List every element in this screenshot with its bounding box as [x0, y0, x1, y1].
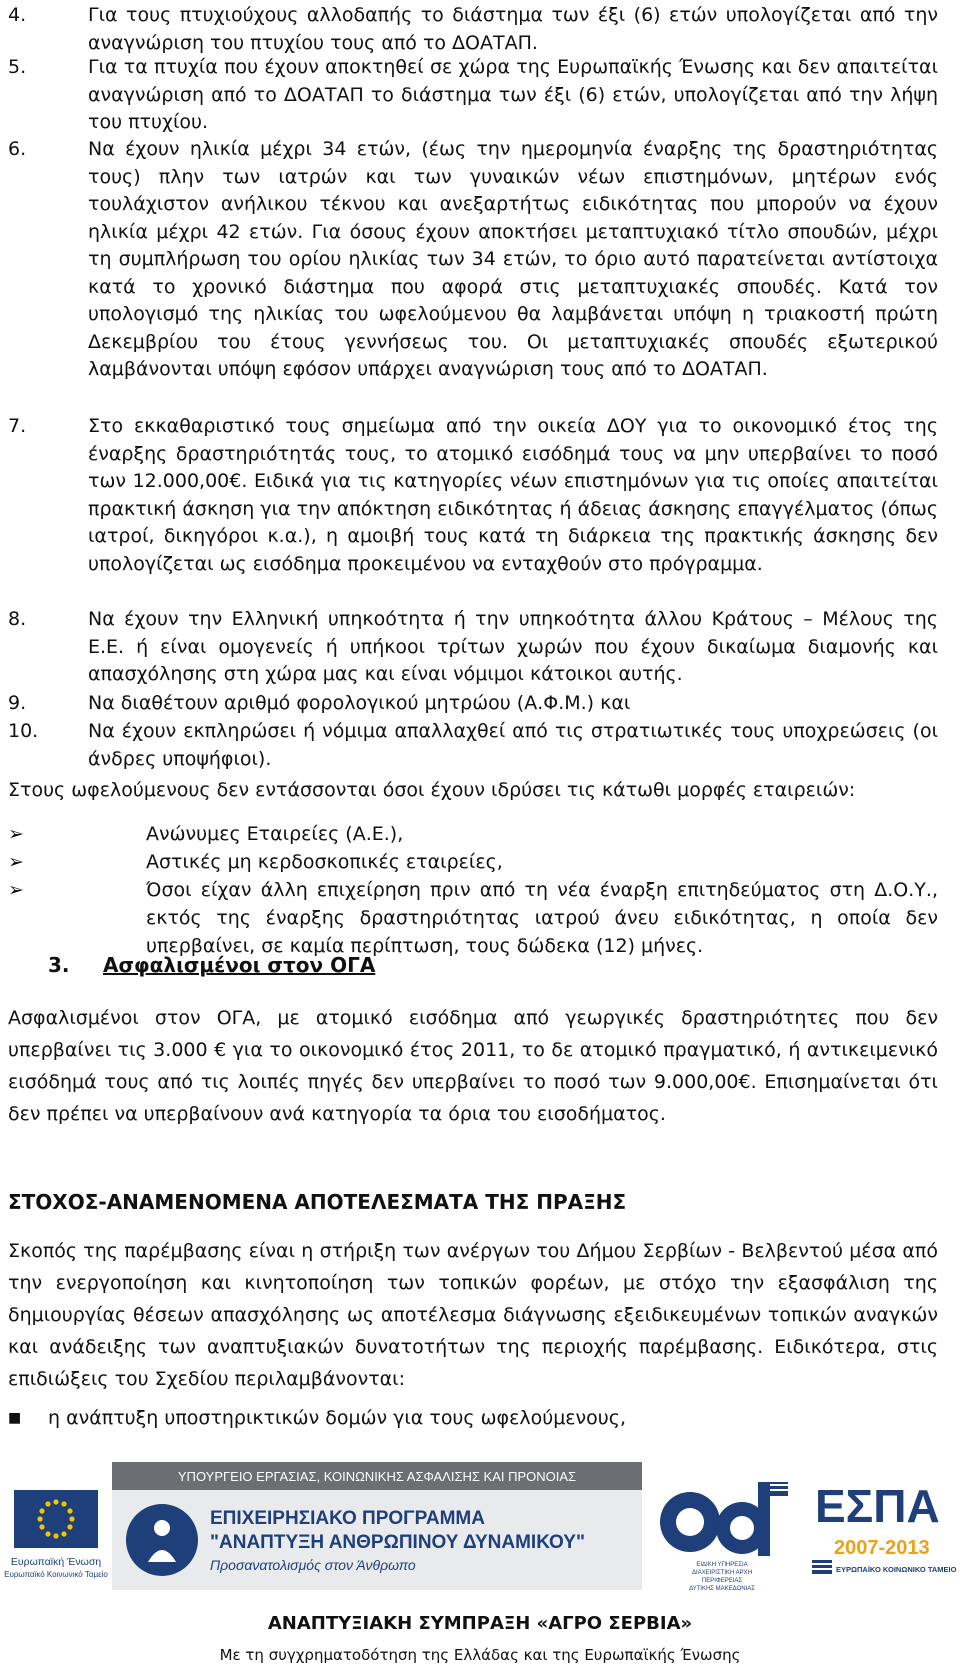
item-number: 6.: [8, 138, 27, 160]
arrow-bullet-icon: ➢: [8, 823, 24, 845]
footer-title: ΑΝΑΠΤΥΞΙΑΚΗ ΣΥΜΠΡΑΞΗ «ΑΓΡΟ ΣΕΡΒΙΑ»: [267, 1613, 693, 1634]
program-title-1: ΕΠΙΧΕΙΡΗΣΙΑΚΟ ΠΡΟΓΡΑΜΜΑ: [210, 1508, 485, 1529]
square-bullet-icon: ■: [8, 1410, 22, 1426]
item-number: 4.: [8, 4, 27, 26]
item-text: Για τα πτυχία που έχουν αποκτηθεί σε χώρα της Ευρωπαϊκής Ένωσης και δεν απαιτείται αναγνώριση από το ΔΟΑΤΑΠ το διάστημα των έξι (6) ετών, υπολογίζεται από την λήψη του πτυχίου.: [88, 56, 938, 133]
item-text: Αστικές μη κερδοσκοπικές εταιρείες,: [146, 851, 503, 873]
item-number: 7.: [8, 415, 27, 437]
list-item: [8, 606, 938, 689]
item-text: Ανώνυμες Εταιρείες (Α.Ε.),: [146, 823, 404, 845]
section-heading: [48, 953, 375, 977]
item-text: Για τους πτυχιούχους αλλοδαπής το διάστημα των έξι (6) ετών υπολογίζεται από την αναγνώριση του πτυχίου τους από το ΔΟΑΤΑΠ.: [88, 4, 938, 54]
eu-caption-2: Ευρωπαϊκό Κοινωνικό Ταμείο: [4, 1570, 108, 1579]
authority-caption-2: ΔΙΑΧΕΙΡΙΣΤΙΚΗ ΑΡΧΗ: [691, 1570, 753, 1576]
authority-caption-3: ΠΕΡΙΦΕΡΕΙΑΣ: [701, 1578, 743, 1584]
greek-flag-icon: [812, 1560, 832, 1574]
espa-fund: ΕΥΡΩΠΑΪΚΟ ΚΟΙΝΩΝΙΚΟ ΤΑΜΕΙΟ: [836, 1565, 957, 1574]
list-item: [8, 54, 938, 137]
authority-caption-4: ΔΥΤΙΚΗΣ ΜΑΚΕΔΟΝΙΑΣ: [689, 1586, 755, 1592]
footer-note: Με τη συγχρηματοδότηση της Ελλάδας και της Ευρωπαϊκής Ένωσης: [219, 1646, 741, 1664]
program-emblem-icon: [126, 1504, 198, 1576]
exclusion-intro: Στους ωφελούμενους δεν εντάσσονται όσοι έχουν ιδρύσει τις κάτωθι μορφές εταιρειών:: [8, 779, 856, 801]
ministry-title: ΥΠΟΥΡΓΕΙΟ ΕΡΓΑΣΙΑΣ, ΚΟΙΝΩΝΙΚΗΣ ΑΣΦΑΛΙΣΗΣ ΚΑΙ ΠΡΟΝΟΙΑΣ: [177, 1469, 577, 1484]
item-text: Να έχουν ηλικία μέχρι 34 ετών, (έως την ημερομηνία έναρξης της δραστηριότητας τους) πλην των ιατρών και των γυναικών νέων επιστημόνων, μητέρων ενός τουλάχιστον ανήλικου τέκνου και ανεξαρτήτως ειδικότητας που μπορούν να έχουν ηλικία μέχρι 42 ετών. Για όσους έχουν αποκτήσει μεταπτυχιακό τίτλο σπουδών, μέχρι τη συμπλήρωση του ορίου ηλικίας των 34 ετών, το όριο αυτό παρατείνεται αντίστοιχα κατά το χρονικό διάστημα που αφορά στις μεταπτυχιακές σπουδές. Κατά τον υπολογισμό της ηλικίας του ωφελούμενου θα λαμβάνεται υπόψη η τριακοστή πρώτη Δεκεμβρίου του έτους γεννήσεως του. Οι μεταπτυχιακές σπουδές εξωτερικού λαμβάνονται υπόψη εφόσον υπάρχει αναγνώριση τους από το ΔΟΑΤΑΠ.: [88, 138, 938, 380]
section-paragraph: Ασφαλισμένοι στον ΟΓΑ, με ατομικό εισόδημα από γεωργικές δραστηριότητες που δεν υπερβαίνει τις 3.000 € για το οικονομικό έτος 2011, το δε ατομικό πραγματικό, ή αντικειμενικό εισόδημά τους από τις λοιπές πηγές δεν υπερβαίνει το ποσό των 9.000,00€. Επισημαίνεται ότι δεν πρέπει να υπερβαίνουν ανά κατηγορία τα όρια του εισοδήματος.: [8, 1007, 938, 1125]
item-text: Στο εκκαθαριστικό τους σημείωμα από την οικεία ΔΟΥ για το οικονομικό έτος της έναρξης δραστηριότητάς τους, το ατομικό εισόδημά τους να μην υπερβαίνει το ποσό των 12.000,00€. Ειδικά για τις κατηγορίες νέων επιστημόνων για τις οποίες απαιτείται πρακτική άσκηση για την απόκτηση ειδικότητας ή άδειας άσκησης επαγγέλματος (όπως ιατροί, δικηγόροι κ.α.), η αμοιβή τους κατά τη διάρκεια της πρακτικής άσκησης δεν υπολογίζεται ως εισόδημα προκειμένου να ενταχθούν στο πρόγραμμα.: [88, 415, 938, 575]
item-number: 9.: [8, 692, 27, 714]
goals-heading: ΣΤΟΧΟΣ-ΑΝΑΜΕΝΟΜΕΝΑ ΑΠΟΤΕΛΕΣΜΑΤΑ ΤΗΣ ΠΡΑΞΗΣ: [8, 1190, 627, 1214]
authority-caption-1: ΕΙΔΙΚΗ ΥΠΗΡΕΣΙΑ: [696, 1562, 748, 1568]
espa-years: 2007-2013: [834, 1537, 930, 1559]
list-item: [8, 413, 938, 578]
item-number: 8.: [8, 608, 27, 630]
espa-title: ΕΣΠΑ: [815, 1480, 940, 1532]
arrow-bullet-icon: ➢: [8, 879, 24, 901]
list-item: [8, 820, 938, 848]
item-text: η ανάπτυξη υποστηρικτικών δομών για τους ωφελούμενους,: [48, 1407, 626, 1429]
list-item: [8, 2, 938, 57]
eu-flag-logo: [4, 1490, 108, 1579]
list-item: [8, 1404, 626, 1432]
item-text: Να διαθέτουν αριθμό φορολογικού μητρώου (Α.Φ.Μ.) και: [88, 692, 631, 714]
arrow-bullet-icon: ➢: [8, 851, 24, 873]
goals-paragraph: Σκοπός της παρέμβασης είναι η στήριξη των ανέργων του Δήμου Σερβίων - Βελβεντού μέσα από την ενεργοποίηση και κινητοποίηση των τοπικών φορέων, με στόχο την εξασφάλιση της δημιουργίας θέσεων απασχόλησης ως αποτέλεσμα διάγνωσης εξειδικευμένων τοπικών αναγκών και ανάδειξης των αναπτυξιακών δυνατοτήτων της περιοχής παρέμβασης. Ειδικότερα, στις επιδιώξεις του Σχεδίου περιλαμβάνονται:: [8, 1240, 938, 1390]
espa-logo: [812, 1468, 957, 1592]
program-slogan: Προσανατολισμός στον Άνθρωπο: [210, 1557, 416, 1573]
item-number: 10.: [8, 720, 39, 742]
item-text: Να έχουν την Ελληνική υπηκοότητα ή την υπηκοότητα άλλου Κράτους – Μέλους της Ε.Ε. ή είναι ομογενείς ή υπήκοοι τρίτων χωρών που έχουν δικαίωμα διαμονής και απασχόλησης στη χώρα μας και είναι νόμιμοι κάτοικοι αυτής.: [88, 608, 938, 685]
eu-caption-1: Ευρωπαϊκή Ένωση: [10, 1556, 102, 1568]
item-number: 5.: [8, 56, 27, 78]
program-logo: [112, 1462, 642, 1590]
eu-flag: [14, 1490, 98, 1548]
managing-authority-logo: [660, 1482, 788, 1592]
item-text: Όσοι είχαν άλλη επιχείρηση πριν από τη νέα έναρξη επιτηδεύματος στη Δ.Ο.Υ., εκτός της έναρξης δραστηριότητας ιατρού άνευ ειδικότητας, η οποία δεν υπερβαίνει, σε καμία περίπτωση, τους δώδεκα (12) μήνες.: [146, 879, 938, 957]
list-item: [8, 876, 938, 960]
logos-graphic: [0, 1462, 960, 1612]
program-title-2: "ΑΝΑΠΤΥΞΗ ΑΝΘΡΩΠΙΝΟΥ ΔΥΝΑΜΙΚΟΥ": [210, 1532, 585, 1553]
item-text: Να έχουν εκπληρώσει ή νόμιμα απαλλαχθεί από τις στρατιωτικές τους υποχρεώσεις (οι άνδρες υποψήφιοι).: [88, 720, 938, 770]
list-item: [8, 690, 938, 718]
list-item: [8, 718, 938, 773]
section-title: Ασφαλισμένοι στον ΟΓΑ: [102, 953, 376, 977]
list-item: [8, 136, 938, 384]
list-item: [8, 848, 938, 876]
sponsor-logos: [0, 1462, 960, 1612]
section-number: 3.: [48, 953, 70, 977]
